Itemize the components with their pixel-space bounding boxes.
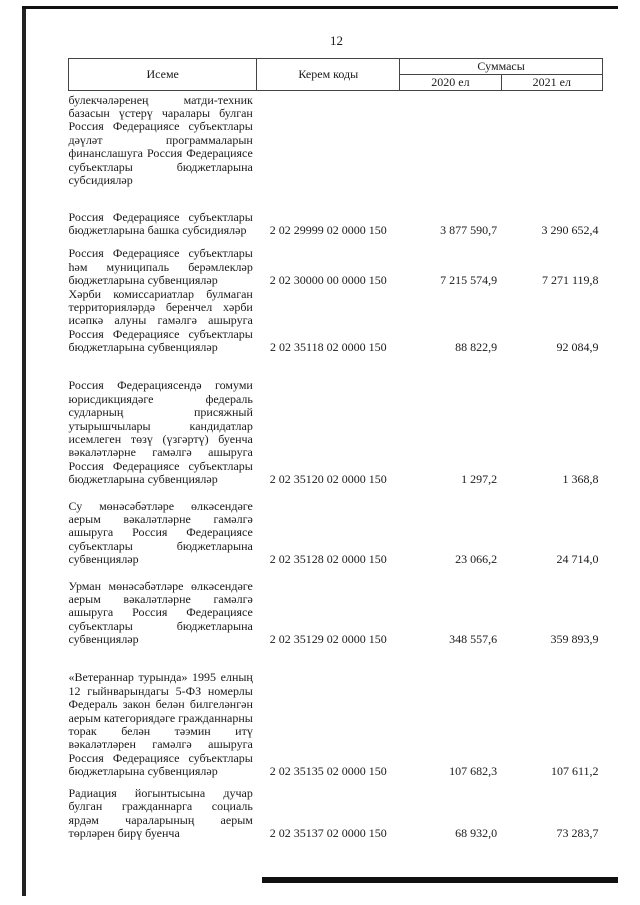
row-value-2021: 1 368,8 <box>562 472 599 487</box>
row-code: 2 02 35128 02 0000 150 <box>269 552 387 567</box>
row-name: булекчәләренең матди-техник базасын үстерү чаралары булган Россия Федерациясе субъектлары дәүләт программаларын финанслашуга Россия Федерациясе субъектлары бюджетларына субсидияләр <box>68 92 253 188</box>
header-year-2020: 2020 ел <box>400 75 501 91</box>
row-code: 2 02 35129 02 0000 150 <box>269 632 387 647</box>
table-row <box>69 779 603 841</box>
row-code: 2 02 30000 00 0000 150 <box>269 273 387 288</box>
header-sum: Суммасы <box>400 59 603 75</box>
row-name: Россия Федерациясендә гомуми юрисдикциядәге федераль судларның присяжный утырышчылары кандидатлар исемлеген төзү (үзгәртү) буенча вәкаләтләрне гамәлгә ашыруга Россия Федерациясе субъектлары бюджетларына субвенцияләр <box>68 378 253 487</box>
row-value-2021 <box>501 91 602 188</box>
row-value-2020: 3 877 590,7 <box>440 223 498 238</box>
scan-edge-left <box>22 6 26 896</box>
row-name: Радиация йогынтысына дучар булган гражданнарга социаль ярдәм чараларының аерым төрләрен бирү буенча <box>68 785 253 841</box>
table-row <box>69 238 603 288</box>
row-code: 2 02 35118 02 0000 150 <box>270 340 387 355</box>
row-code: 2 02 35137 02 0000 150 <box>269 826 387 841</box>
row-name: Россия Федерациясе субъектлары бюджетларына башка субсидияләр <box>68 209 253 238</box>
header-code: Керем коды <box>257 59 400 91</box>
row-name: Су мөнәсәбәтләре өлкәсендәге аерым вәкаләтләрне гамәлгә ашыруга Россия Федерациясе субъектлары бюджетларына субвенцияләр <box>68 498 253 567</box>
scan-edge-bottom <box>262 877 618 883</box>
row-value-2020: 348 557,6 <box>449 632 498 647</box>
row-value-2020: 107 682,3 <box>449 764 498 779</box>
table-row <box>69 355 603 487</box>
row-value-2020: 7 215 574,9 <box>440 273 498 288</box>
row-value-2020: 1 297,2 <box>461 472 498 487</box>
page-number: 12 <box>330 33 343 48</box>
header-name: Исеме <box>69 59 257 91</box>
row-value-2020: 88 822,9 <box>455 340 498 355</box>
row-value-2021: 3 290 652,4 <box>541 223 599 238</box>
header-year-2021: 2021 ел <box>501 75 602 91</box>
table-row <box>69 487 603 567</box>
table-row <box>69 567 603 647</box>
row-name: «Ветераннар турында» 1995 елның 12 гыйнварындагы 5-ФЗ номерлы Федераль закон белән билгеләнгән аерым категориядәге гражданнарны торак белән тәэмин итү вәкаләтләрен гамәлгә ашыруга Россия Федерациясе субъектлары бюджетларына субвенцияләр <box>68 670 253 779</box>
table-row <box>69 288 603 355</box>
row-name: Урман мөнәсәбәтләре өлкәсендәге аерым вәкаләтләрне гамәлгә ашыруга Россия Федерациясе субъектлары бюджетларына субвенцияләр <box>68 578 253 647</box>
row-value-2021: 24 714,0 <box>556 552 599 567</box>
row-value-2021: 73 283,7 <box>556 826 599 841</box>
row-value-2020 <box>400 91 501 188</box>
row-value-2020: 68 932,0 <box>455 826 498 841</box>
row-name: Россия Федерациясе субъектлары һәм муниципаль берәмлекләр бюджетларына субвенцияләр <box>68 246 253 288</box>
table-row <box>69 647 603 779</box>
row-code: 2 02 35135 02 0000 150 <box>269 764 387 779</box>
row-value-2021: 107 611,2 <box>550 764 599 779</box>
table-row <box>69 91 603 188</box>
table-row <box>69 188 603 238</box>
row-value-2021: 92 084,9 <box>556 340 599 355</box>
row-value-2020: 23 066,2 <box>455 552 498 567</box>
row-name: Хәрби комиссариатлар булмаган территорияләрдә беренчел хәрби исәпкә алуны гамәлгә ашыруга Россия Федерациясе субъектлары бюджетларына субвенцияләр <box>68 286 253 355</box>
budget-table <box>68 58 603 841</box>
row-value-2021: 359 893,9 <box>550 632 599 647</box>
row-code: 2 02 35120 02 0000 150 <box>269 472 387 487</box>
scan-edge-top <box>22 6 618 9</box>
row-code: 2 02 29999 02 0000 150 <box>269 223 387 238</box>
row-value-2021: 7 271 119,8 <box>541 273 599 288</box>
row-code <box>257 91 400 188</box>
